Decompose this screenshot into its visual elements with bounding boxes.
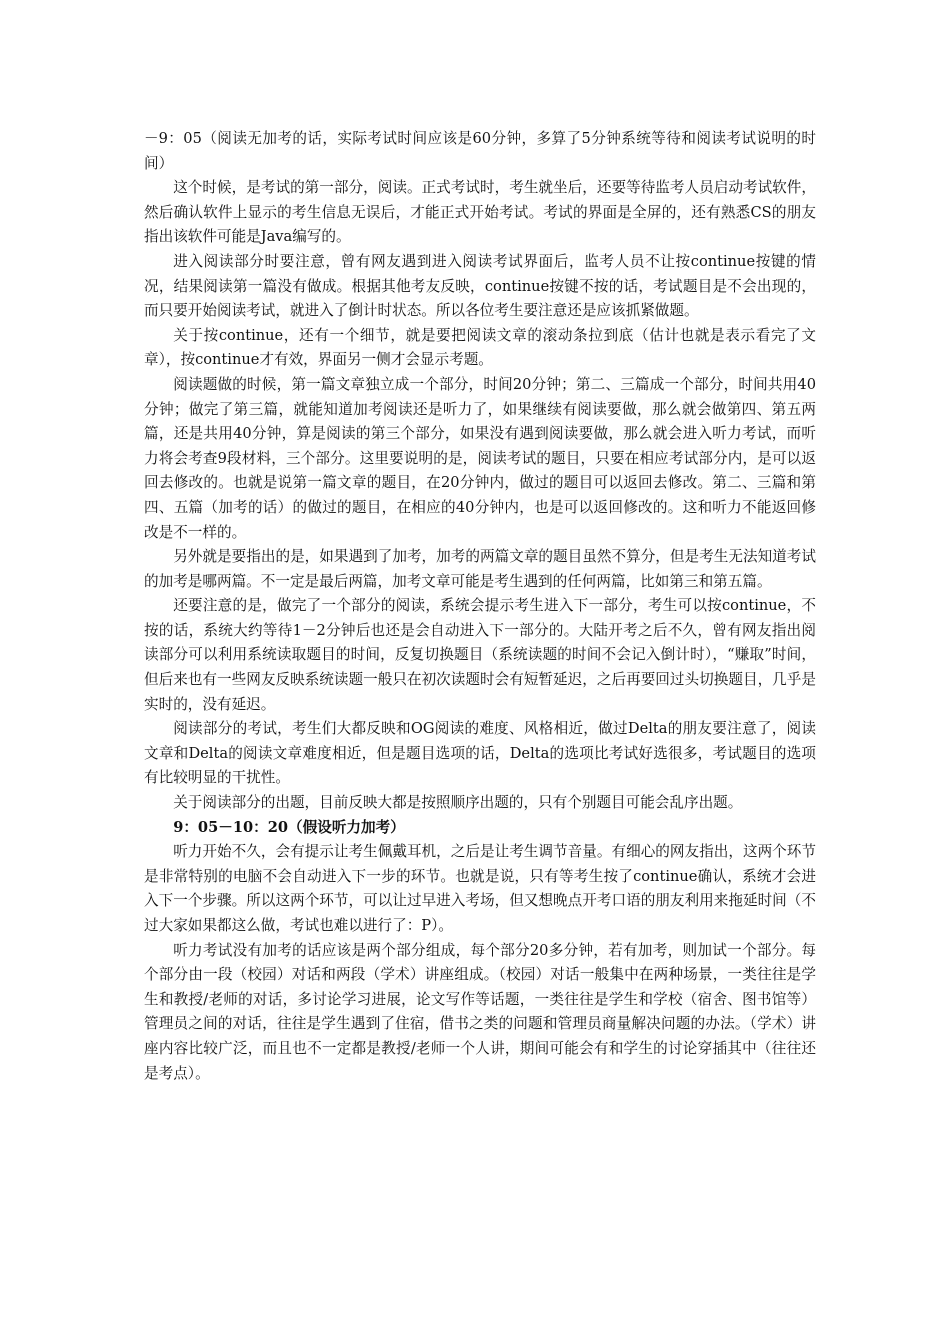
- paragraph: 这个时候，是考试的第一部分，阅读。正式考试时，考生就坐后，还要等待监考人员启动考试软件，然后确认软件上显示的考生信息无误后，才能正式开始考试。考试的界面是全屏的，还有熟悉CS的朋友指出该软件可能是Java编写的。: [144, 179, 816, 246]
- paragraph: 进入阅读部分时要注意，曾有网友遇到进入阅读考试界面后，监考人员不让按continue按键的情况，结果阅读第一篇没有做成。根据其他考友反映，continue按键不按的话，考试题目是不会出现的，而只要开始阅读考试，就进入了倒计时状态。所以各位考生要注意还是应该抓紧做题。: [144, 252, 816, 320]
- paragraph: 另外就是要指出的是，如果遇到了加考，加考的两篇文章的题目虽然不算分，但是考生无法知道考试的加考是哪两篇。不一定是最后两篇，加考文章可能是考生遇到的任何两篇，比如第三和第五篇。: [144, 548, 816, 590]
- document-body: [144, 127, 816, 1086]
- section-heading: 9：05－10：20（假设听力加考）: [173, 818, 405, 836]
- paragraph: 关于阅读部分的出题，目前反映大都是按照顺序出题的，只有个别题目可能会乱序出题。: [173, 794, 743, 812]
- paragraph: 听力考试没有加考的话应该是两个部分组成，每个部分20多分钟，若有加考，则加试一个部分。每个部分由一段（校园）对话和两段（学术）讲座组成。（校园）对话一般集中在两种场景，一类往往是学生和教授/老师的对话，多讨论学习进展，论文写作等话题，一类往往是学生和学校（宿舍、图书馆等）管理员之间的对话，往往是学生遇到了住宿，借书之类的问题和管理员商量解决问题的办法。（学术）讲座内容比较广泛，而且也不一定都是教授/老师一个人讲，期间可能会有和学生的讨论穿插其中（往往还是考点）。: [144, 941, 816, 1082]
- paragraph: －9：05（阅读无加考的话，实际考试时间应该是60分钟，多算了5分钟系统等待和阅读考试说明的时间）: [144, 130, 816, 172]
- paragraph: 阅读题做的时候，第一篇文章独立成一个部分，时间20分钟；第二、三篇成一个部分，时间共用40分钟；做完了第三篇，就能知道加考阅读还是听力了，如果继续有阅读要做，那么就会做第四、第五两篇，还是共用40分钟，算是阅读的第三个部分，如果没有遇到阅读要做，那么就会进入听力考试，而听力将会考查9段材料，三个部分。这里要说明的是，阅读考试的题目，只要在相应考试部分内，是可以返回去修改的。也就是说第一篇文章的题目，在20分钟内，做过的题目可以返回去修改。第二、三篇和第四、五篇（加考的话）的做过的题目，在相应的40分钟内，也是可以返回修改的。这和听力不能返回修改是不一样的。: [144, 375, 816, 541]
- paragraph: 阅读部分的考试，考生们大都反映和OG阅读的难度、风格相近，做过Delta的朋友要注意了，阅读文章和Delta的阅读文章难度相近，但是题目选项的话，Delta的选项比考试好选很多，考试题目的选项有比较明显的干扰性。: [144, 720, 816, 787]
- paragraph: 关于按continue，还有一个细节，就是要把阅读文章的滚动条拉到底（估计也就是表示看完了文章），按continue才有效，界面另一侧才会显示考题。: [144, 326, 816, 369]
- paragraph: 听力开始不久，会有提示让考生佩戴耳机，之后是让考生调节音量。有细心的网友指出，这两个环节是非常特别的电脑不会自动进入下一步的环节。也就是说，只有等考生按了continue确认，系统才会进入下一个步骤。所以这两个环节，可以让过早进入考场，但又想晚点开考口语的朋友利用来拖延时间（不过大家如果都这么做，考试也难以进行了：P）。: [144, 843, 816, 934]
- paragraph: 还要注意的是，做完了一个部分的阅读，系统会提示考生进入下一部分，考生可以按continue，不按的话，系统大约等待1－2分钟后也还是会自动进入下一部分的。大陆开考之后不久，曾有网友指出阅读部分可以利用系统读取题目的时间，反复切换题目（系统读题的时间不会记入倒计时），“赚取”时间，但后来也有一些网友反映系统读题一般只在初次读题时会有短暂延迟，之后再要回过头切换题目，几乎是实时的，没有延迟。: [144, 597, 816, 713]
